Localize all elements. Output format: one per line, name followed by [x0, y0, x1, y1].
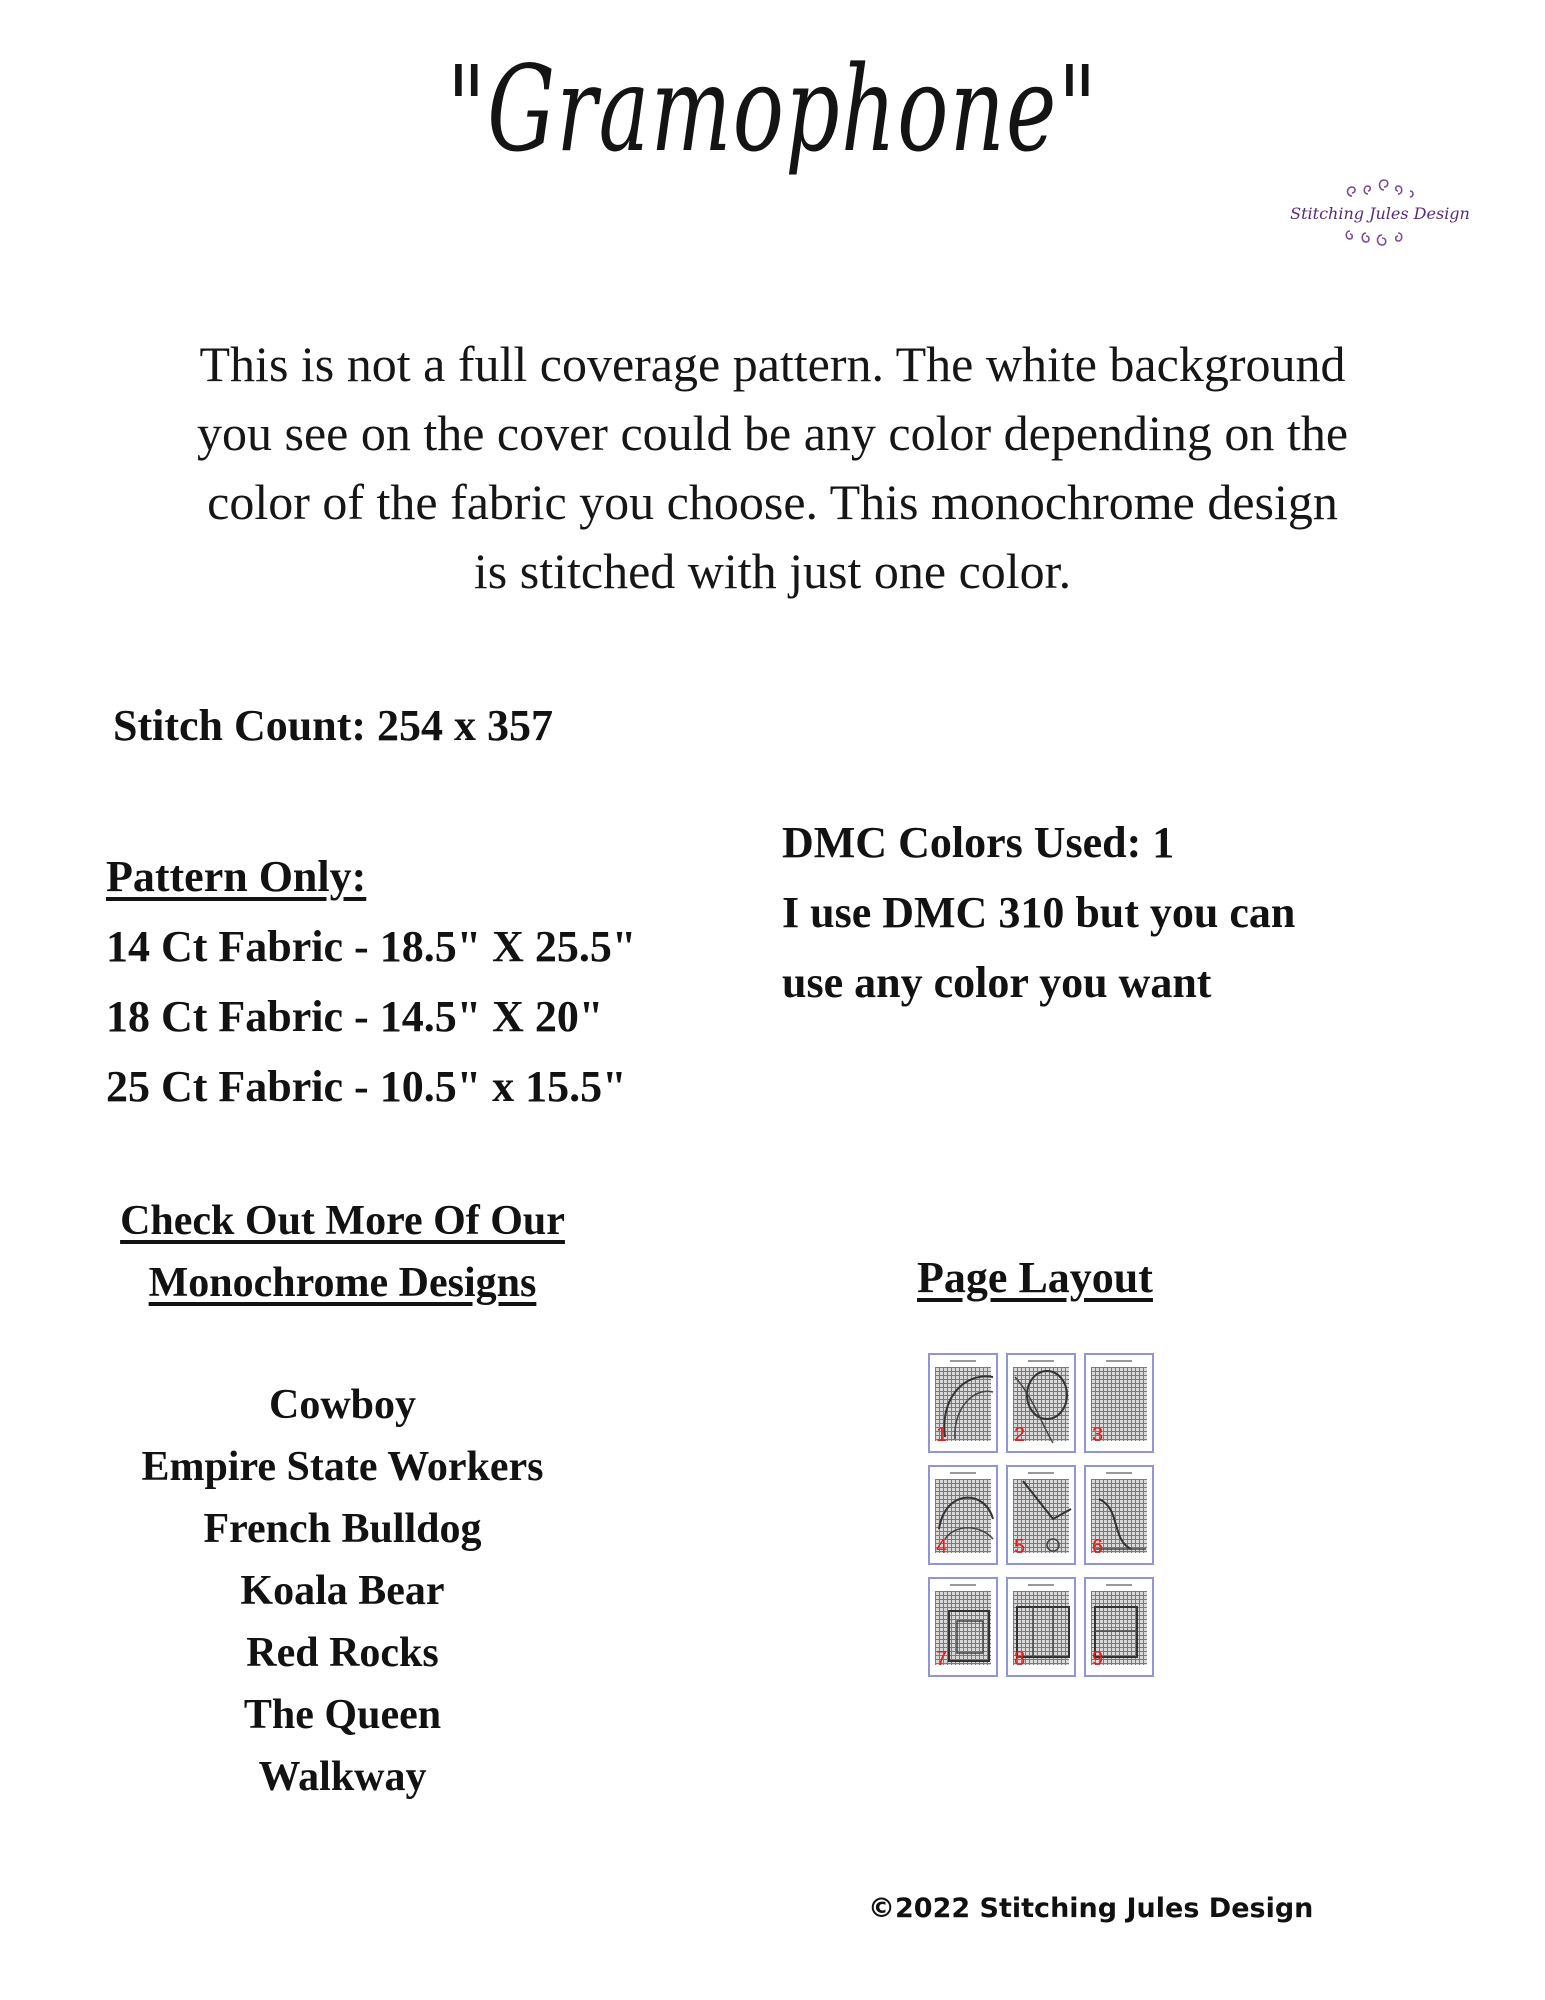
page-thumbnail [1084, 1465, 1154, 1565]
brand-logo [1290, 178, 1470, 278]
pattern-only-heading: Pattern Only: [106, 852, 367, 901]
page-thumbnail [928, 1465, 998, 1565]
more-designs-heading-line: Check Out More Of Our [120, 1198, 565, 1244]
page-thumbnail [1006, 1353, 1076, 1453]
fabric-size: 14 Ct Fabric - 18.5" X 25.5" [106, 922, 637, 971]
page-thumbnail [928, 1353, 998, 1453]
dmc-line: I use DMC 310 but you can [782, 888, 1296, 937]
intro-line: you see on the cover could be any color depending on the [196, 405, 1349, 461]
more-designs-heading [100, 1190, 585, 1314]
intro-line: color of the fabric you choose. This monochrome design [207, 474, 1338, 530]
dmc-line: use any color you want [782, 958, 1212, 1007]
intro-paragraph [150, 330, 1395, 606]
page-layout-heading: Page Layout [917, 1253, 1153, 1302]
fabric-size: 25 Ct Fabric - 10.5" x 15.5" [106, 1062, 627, 1111]
page-number: 6 [1092, 1536, 1104, 1558]
stitch-count [113, 700, 553, 751]
page-thumbnail [928, 1577, 998, 1677]
page-number: 3 [1092, 1424, 1104, 1446]
copyright-notice: ©2022 Stitching Jules Design [868, 1893, 1314, 1924]
design-item: French Bulldog [203, 1506, 482, 1552]
dmc-line: DMC Colors Used: 1 [782, 818, 1175, 867]
swirl-ornament-icon [1340, 225, 1420, 249]
page-number: 7 [936, 1648, 948, 1670]
intro-line: is stitched with just one color. [473, 543, 1072, 599]
page-number: 2 [1014, 1424, 1026, 1446]
page-number: 1 [936, 1424, 948, 1446]
swirl-ornament-icon [1340, 178, 1420, 202]
more-designs-section [100, 1190, 585, 1808]
design-item: Red Rocks [246, 1630, 439, 1676]
page-number: 9 [1092, 1648, 1104, 1670]
design-item: Koala Bear [240, 1568, 445, 1614]
intro-line: This is not a full coverage pattern. The white background [199, 336, 1346, 392]
more-designs-heading-line: Monochrome Designs [148, 1260, 537, 1306]
page-thumbnail [1084, 1353, 1154, 1453]
page-number: 4 [936, 1536, 948, 1558]
dmc-colors-section [782, 808, 1382, 1018]
page-number: 5 [1014, 1536, 1026, 1558]
page-thumbnail [1084, 1577, 1154, 1677]
page-layout-grid [928, 1353, 1154, 1677]
pattern-only-section [106, 842, 636, 1122]
page-thumbnail [1006, 1465, 1076, 1565]
design-item: Cowboy [268, 1382, 417, 1428]
page-number: 8 [1014, 1648, 1026, 1670]
design-item: Empire State Workers [141, 1444, 544, 1490]
stitch-count-label: Stitch Count: [113, 701, 367, 750]
page-thumbnail [1006, 1577, 1076, 1677]
design-item: The Queen [243, 1692, 442, 1738]
fabric-size: 18 Ct Fabric - 14.5" X 20" [106, 992, 604, 1041]
stitch-count-value: 254 x 357 [377, 701, 554, 750]
logo-text: Stitching Jules Design [1290, 204, 1470, 223]
page-title: "Gramophone" [446, 40, 1099, 178]
design-list [100, 1374, 585, 1808]
design-item: Walkway [258, 1754, 427, 1800]
